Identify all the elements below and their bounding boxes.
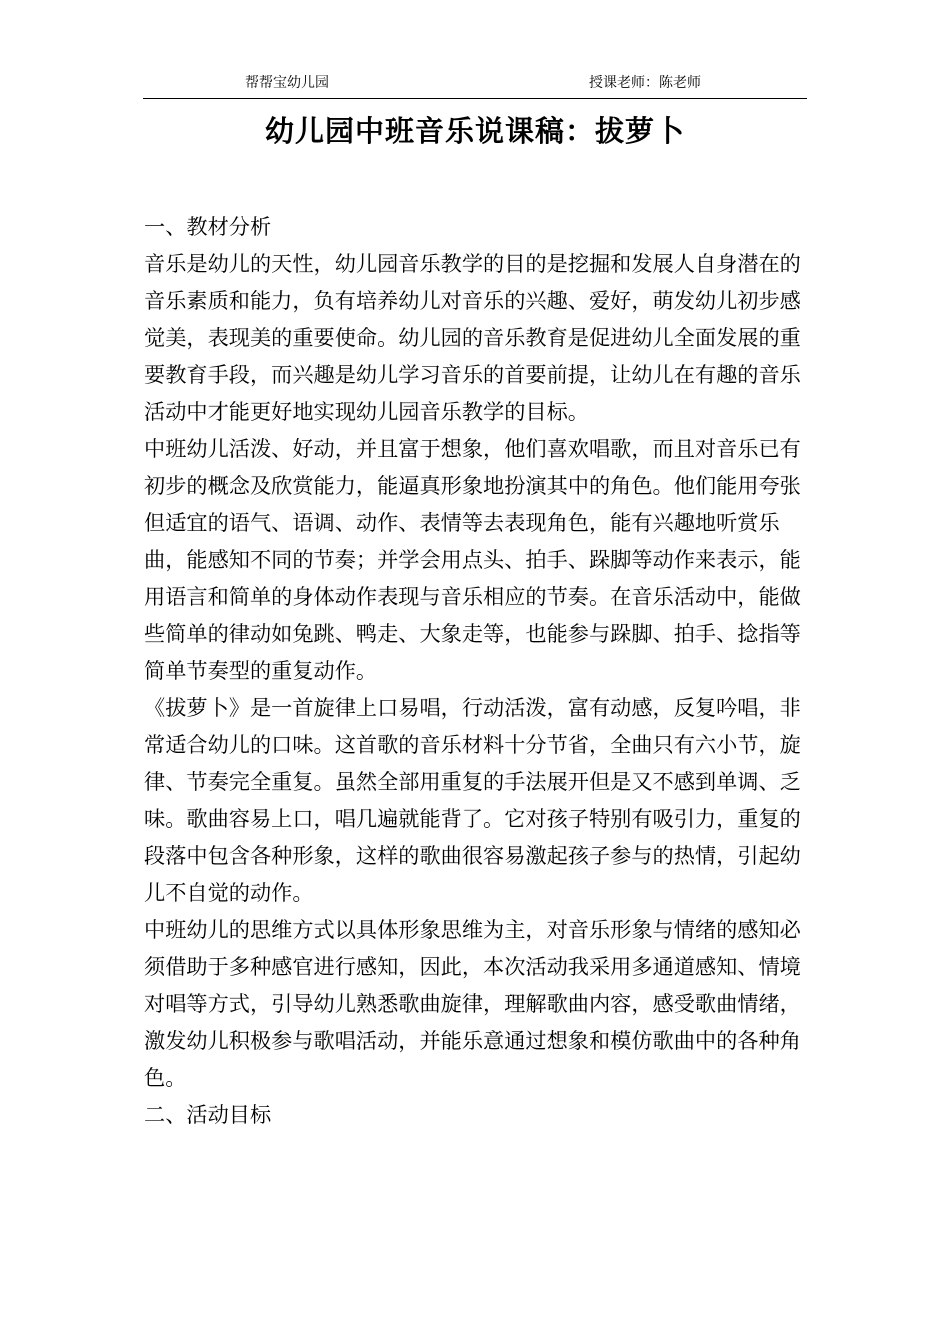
body-paragraph: 中班幼儿活泼、好动，并且富于想象，他们喜欢唱歌，而且对音乐已有初步的概念及欣赏能力，能逼真形象地扮演其中的角色。他们能用夸张但适宜的语气、语调、动作、表情等去表现角色，能有兴趣地听赏乐曲，能感知不同的节奏；并学会用点头、拍手、跺脚等动作来表示，能用语言和简单的身体动作表现与音乐相应的节奏。在音乐活动中，能做些简单的律动如兔跳、鸭走、大象走等，也能参与跺脚、拍手、捻指等简单节奏型的重复动作。 <box>144 436 801 683</box>
body-paragraph: 《拔萝卜》是一首旋律上口易唱，行动活泼，富有动感，反复吟唱，非常适合幼儿的口味。这首歌的音乐材料十分节省，全曲只有六小节，旋律、节奏完全重复。虽然全部用重复的手法展开但是又不感到单调、乏味。歌曲容易上口，唱几遍就能背了。它对孩子特别有吸引力，重复的段落中包含各种形象，这样的歌曲很容易激起孩子参与的热情，引起幼儿不自觉的动作。 <box>144 695 801 905</box>
body-paragraph: 音乐是幼儿的天性，幼儿园音乐教学的目的是挖掘和发展人自身潜在的音乐素质和能力，负有培养幼儿对音乐的兴趣、爱好，萌发幼儿初步感觉美，表现美的重要使命。幼儿园的音乐教育是促进幼儿全面发展的重要教育手段，而兴趣是幼儿学习音乐的首要前提，让幼儿在有趣的音乐活动中才能更好地实现幼儿园音乐教学的目标。 <box>144 251 801 424</box>
document-title: 幼儿园中班音乐说课稿：拔萝卜 <box>264 114 685 148</box>
section-heading: 一、教材分析 <box>144 214 272 239</box>
section-heading: 二、活动目标 <box>144 1102 272 1127</box>
page-header <box>143 72 807 99</box>
body-paragraph: 中班幼儿的思维方式以具体形象思维为主，对音乐形象与情绪的感知必须借助于多种感官进行感知，因此，本次活动我采用多通道感知、情境对唱等方式，引导幼儿熟悉歌曲旋律，理解歌曲内容，感受歌曲情绪，激发幼儿积极参与歌唱活动，并能乐意通过想象和模仿歌曲中的各种角色。 <box>144 917 801 1090</box>
document-body <box>144 208 804 1133</box>
header-school-name: 帮帮宝幼儿园 <box>245 75 329 91</box>
header-teacher: 授课老师：陈老师 <box>589 75 701 91</box>
